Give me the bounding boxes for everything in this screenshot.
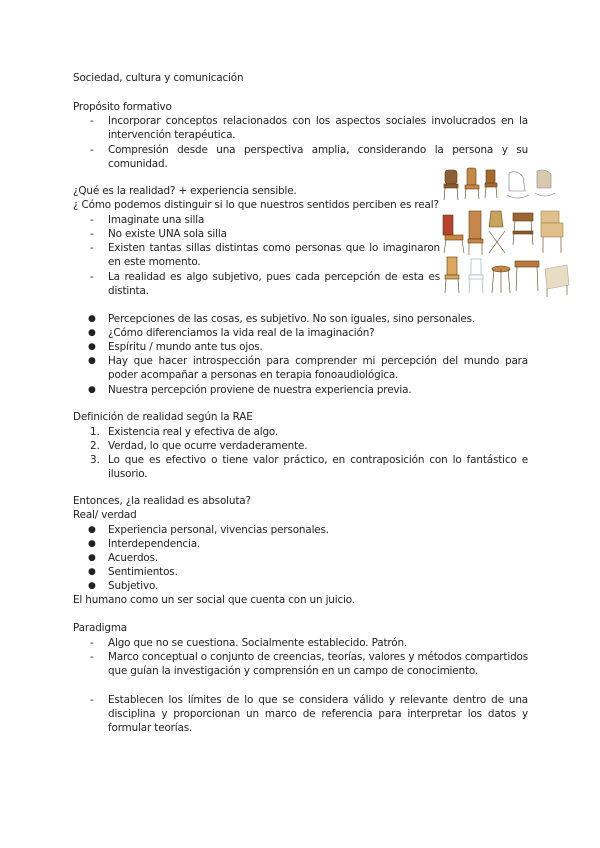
rae-number: 3. (90, 454, 100, 466)
bullet-item-1: Percepciones de las cosas, es subjetivo. No son iguales, sino personales. (108, 313, 476, 325)
bullet-marker: ● (88, 314, 96, 324)
bullet-marker: ● (88, 567, 96, 577)
reality-item-3: Existen tantas sillas distintas como personas que lo imaginaron en este momento. (108, 242, 440, 269)
absolute-item-5: Subjetivo. (108, 580, 159, 592)
rae-item-1: Existencia real y efectiva de algo. (108, 426, 279, 438)
paradigm-item-1: Algo que no se cuestiona. Socialmente establecido. Patrón. (108, 637, 408, 649)
dash-marker: - (90, 228, 94, 240)
dash-marker: - (90, 242, 94, 254)
purpose-item-1: Incorporar conceptos relacionados con los aspectos sociales involucrados en la intervención terapéutica. (108, 115, 528, 142)
reality-question: ¿ Cómo podemos distinguir si lo que nuestros sentidos perciben es real? (73, 199, 439, 211)
bullet-item-5: Nuestra percepción proviene de nuestra experiencia previa. (108, 384, 412, 396)
bullet-marker: ● (88, 581, 96, 591)
absolute-subheading: Real/ verdad (73, 509, 137, 521)
paradigm-heading: Paradigma (73, 622, 128, 634)
rae-heading: Definición de realidad según la RAE (73, 411, 253, 423)
bullet-marker: ● (88, 356, 96, 366)
rae-item-2: Verdad, lo que ocurre verdaderamente. (108, 440, 308, 452)
absolute-item-1: Experiencia personal, vivencias personales. (108, 524, 329, 536)
bullet-marker: ● (88, 342, 96, 352)
bullet-marker: ● (88, 525, 96, 535)
absolute-item-3: Acuerdos. (108, 552, 159, 564)
rae-number: 2. (90, 440, 100, 452)
document-title: Sociedad, cultura y comunicación (73, 72, 244, 84)
chairs-collage-image (441, 165, 571, 300)
purpose-heading: Propósito formativo (73, 101, 172, 113)
absolute-item-2: Interdependencia. (108, 538, 201, 550)
absolute-closing: El humano como un ser social que cuenta con un juicio. (73, 594, 355, 606)
reality-item-2: No existe UNA sola silla (108, 228, 227, 240)
bullet-marker: ● (88, 539, 96, 549)
dash-marker: - (90, 115, 94, 127)
reality-item-4: La realidad es algo subjetivo, pues cada percepción de esta es distinta. (108, 271, 440, 298)
dash-marker: - (90, 144, 94, 156)
dash-marker: - (90, 271, 94, 283)
dash-marker: - (90, 694, 94, 706)
paradigm-item-2: Marco conceptual o conjunto de creencias, teorías, valores y métodos compartidos que guían la investigación y comprensión en un campo de conocimiento. (108, 651, 528, 678)
dash-marker: - (90, 637, 94, 649)
reality-heading: ¿Qué es la realidad? + experiencia sensible. (73, 185, 297, 197)
chair-illustration (443, 168, 569, 297)
absolute-item-4: Sentimientos. (108, 566, 178, 578)
bullet-item-2: ¿Cómo diferenciamos la vida real de la imaginación? (108, 327, 375, 339)
dash-marker: - (90, 651, 94, 663)
bullet-marker: ● (88, 553, 96, 563)
purpose-item-2: Compresión desde una perspectiva amplia, considerando la persona y su comunidad. (108, 144, 528, 171)
rae-number: 1. (90, 426, 100, 438)
bullet-item-3: Espíritu / mundo ante tus ojos. (108, 341, 263, 353)
rae-item-3: Lo que es efectivo o tiene valor práctico, en contraposición con lo fantástico e ilusorio. (108, 454, 528, 481)
paradigm-item-3: Establecen los límites de lo que se considera válido y relevante dentro de una disciplina y proporcionan un marco de referencia para interpretar los datos y formular teorías. (108, 694, 528, 735)
reality-item-1: Imaginate una silla (108, 214, 205, 226)
bullet-marker: ● (88, 385, 96, 395)
bullet-item-4: Hay que hacer introspección para comprender mi percepción del mundo para poder acompañar a personas en terapia fonoaudiológica. (108, 355, 528, 382)
bullet-marker: ● (88, 328, 96, 338)
dash-marker: - (90, 214, 94, 226)
absolute-heading: Entonces, ¿la realidad es absoluta? (73, 495, 251, 507)
